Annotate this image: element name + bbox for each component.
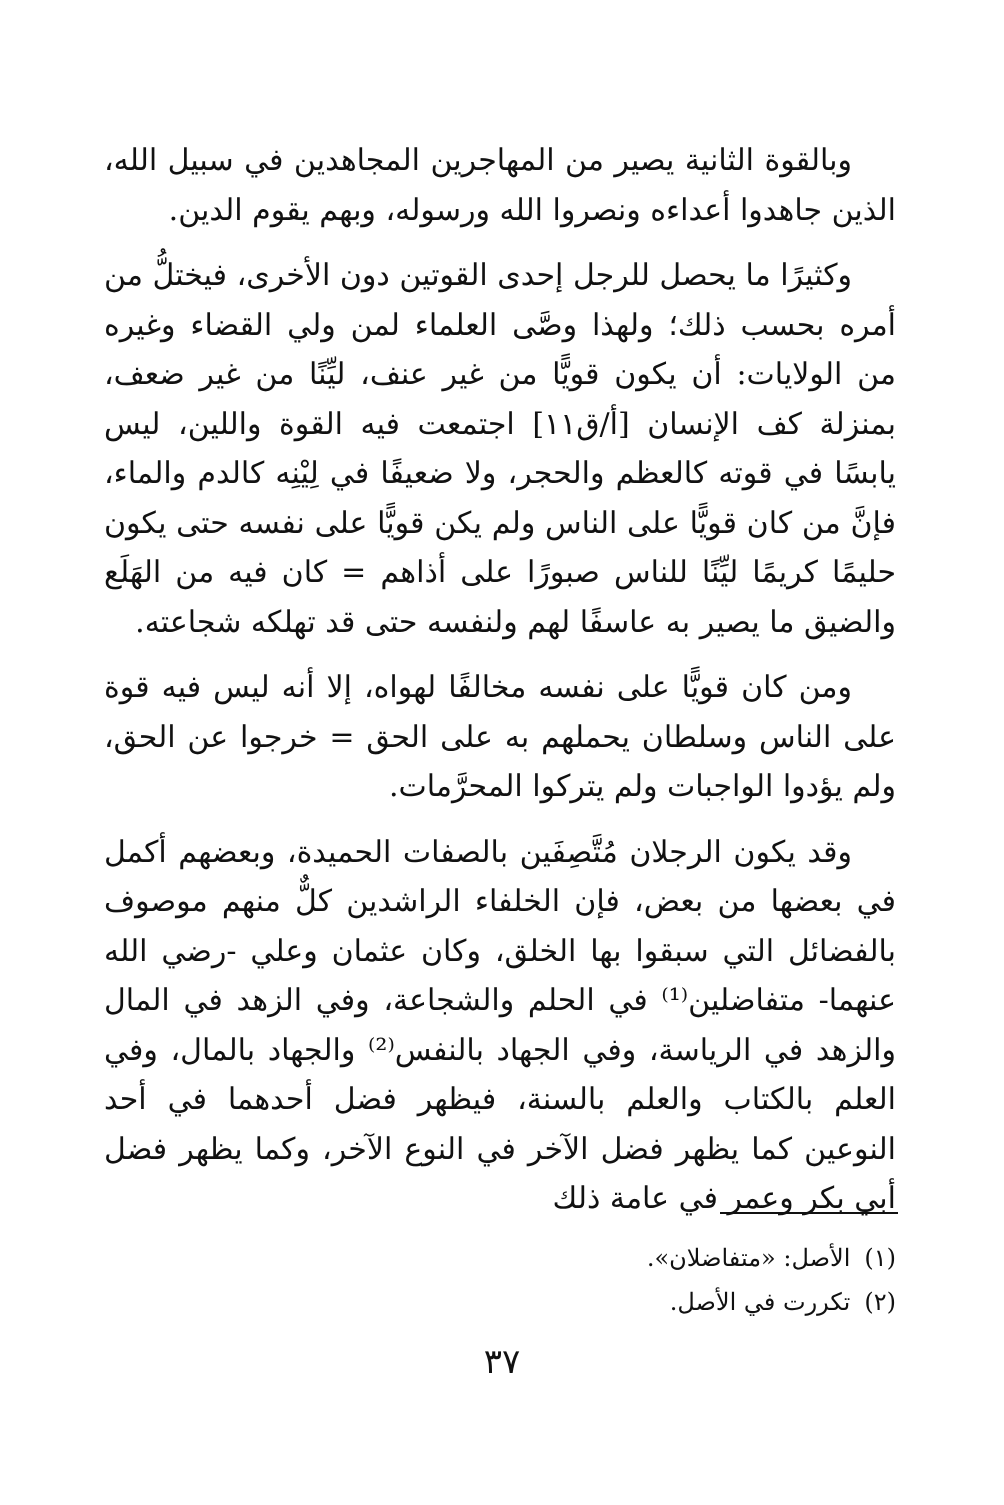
paragraph-2: وكثيرًا ما يحصل للرجل إحدى القوتين دون الأخرى، فيختلُّ من أمره بحسب ذلك؛ ولهذا وصَّى العلماء لمن ولي القضاء وغيره من الولايات: أن يكون قويًّا من غير عنف، ليِّنًا من غير ضعف، بمنزلة كف الإنسان [أ/ق١١] اجتمعت فيه القوة واللين، ليس يابسًا في قوته كالعظم والحجر، ولا ضعيفًا في لِيْنِه كالدم والماء، فإنَّ من كان قويًّا على الناس ولم يكن قويًّا على نفسه حتى يكون حليمًا كريمًا ليِّنًا للناس صبورًا على أذاهم = كان فيه من الهَلَع والضيق ما يصير به عاسفًا لهم ولنفسه حتى قد تهلكه شجاعته. xyxy=(104,258,896,640)
footnote-1-number: (١) xyxy=(864,1244,896,1272)
footnote-2-number: (٢) xyxy=(864,1288,896,1316)
footnote-2 xyxy=(104,1280,896,1324)
page-number: ٣٧ xyxy=(483,1342,521,1382)
footnote-1-text: الأصل: «متفاضلان». xyxy=(646,1244,851,1272)
footnotes xyxy=(104,1236,896,1324)
paragraph-1: وبالقوة الثانية يصير من المهاجرين المجاهدين في سبيل الله، الذين جاهدوا أعداءه ونصروا الله ورسوله، وبهم يقوم الدين. xyxy=(104,143,896,228)
footnote-2-text: تكررت في الأصل. xyxy=(669,1288,851,1316)
main-text xyxy=(104,136,896,1224)
footnote-separator xyxy=(720,1212,898,1214)
paragraph-4: وقد يكون الرجلان مُتَّصِفَين بالصفات الحميدة، وبعضهم أكمل في بعضها من بعض، فإن الخلفاء الراشدين كلٌّ منهم موصوف بالفضائل التي سبقوا بها الخلق، وكان عثمان وعلي -رضي الله عنهما- متفاضلين⁽¹⁾ في الحلم والشجاعة، وفي الزهد في المال والزهد في الرياسة، وفي الجهاد بالنفس⁽²⁾ والجهاد بالمال، وفي العلم بالكتاب والعلم بالسنة، فيظهر فضل أحدهما في أحد النوعين كما يظهر فضل الآخر في النوع الآخر، وكما يظهر فضل أبي بكر وعمر في عامة ذلك xyxy=(104,834,897,1216)
paragraph-3: ومن كان قويًّا على نفسه مخالفًا لهواه، إلا أنه ليس فيه قوة على الناس وسلطان يحملهم به على الحق = خرجوا عن الحق، ولم يؤدوا الواجبات ولم يتركوا المحرَّمات. xyxy=(104,670,896,804)
footnote-1 xyxy=(104,1236,896,1280)
